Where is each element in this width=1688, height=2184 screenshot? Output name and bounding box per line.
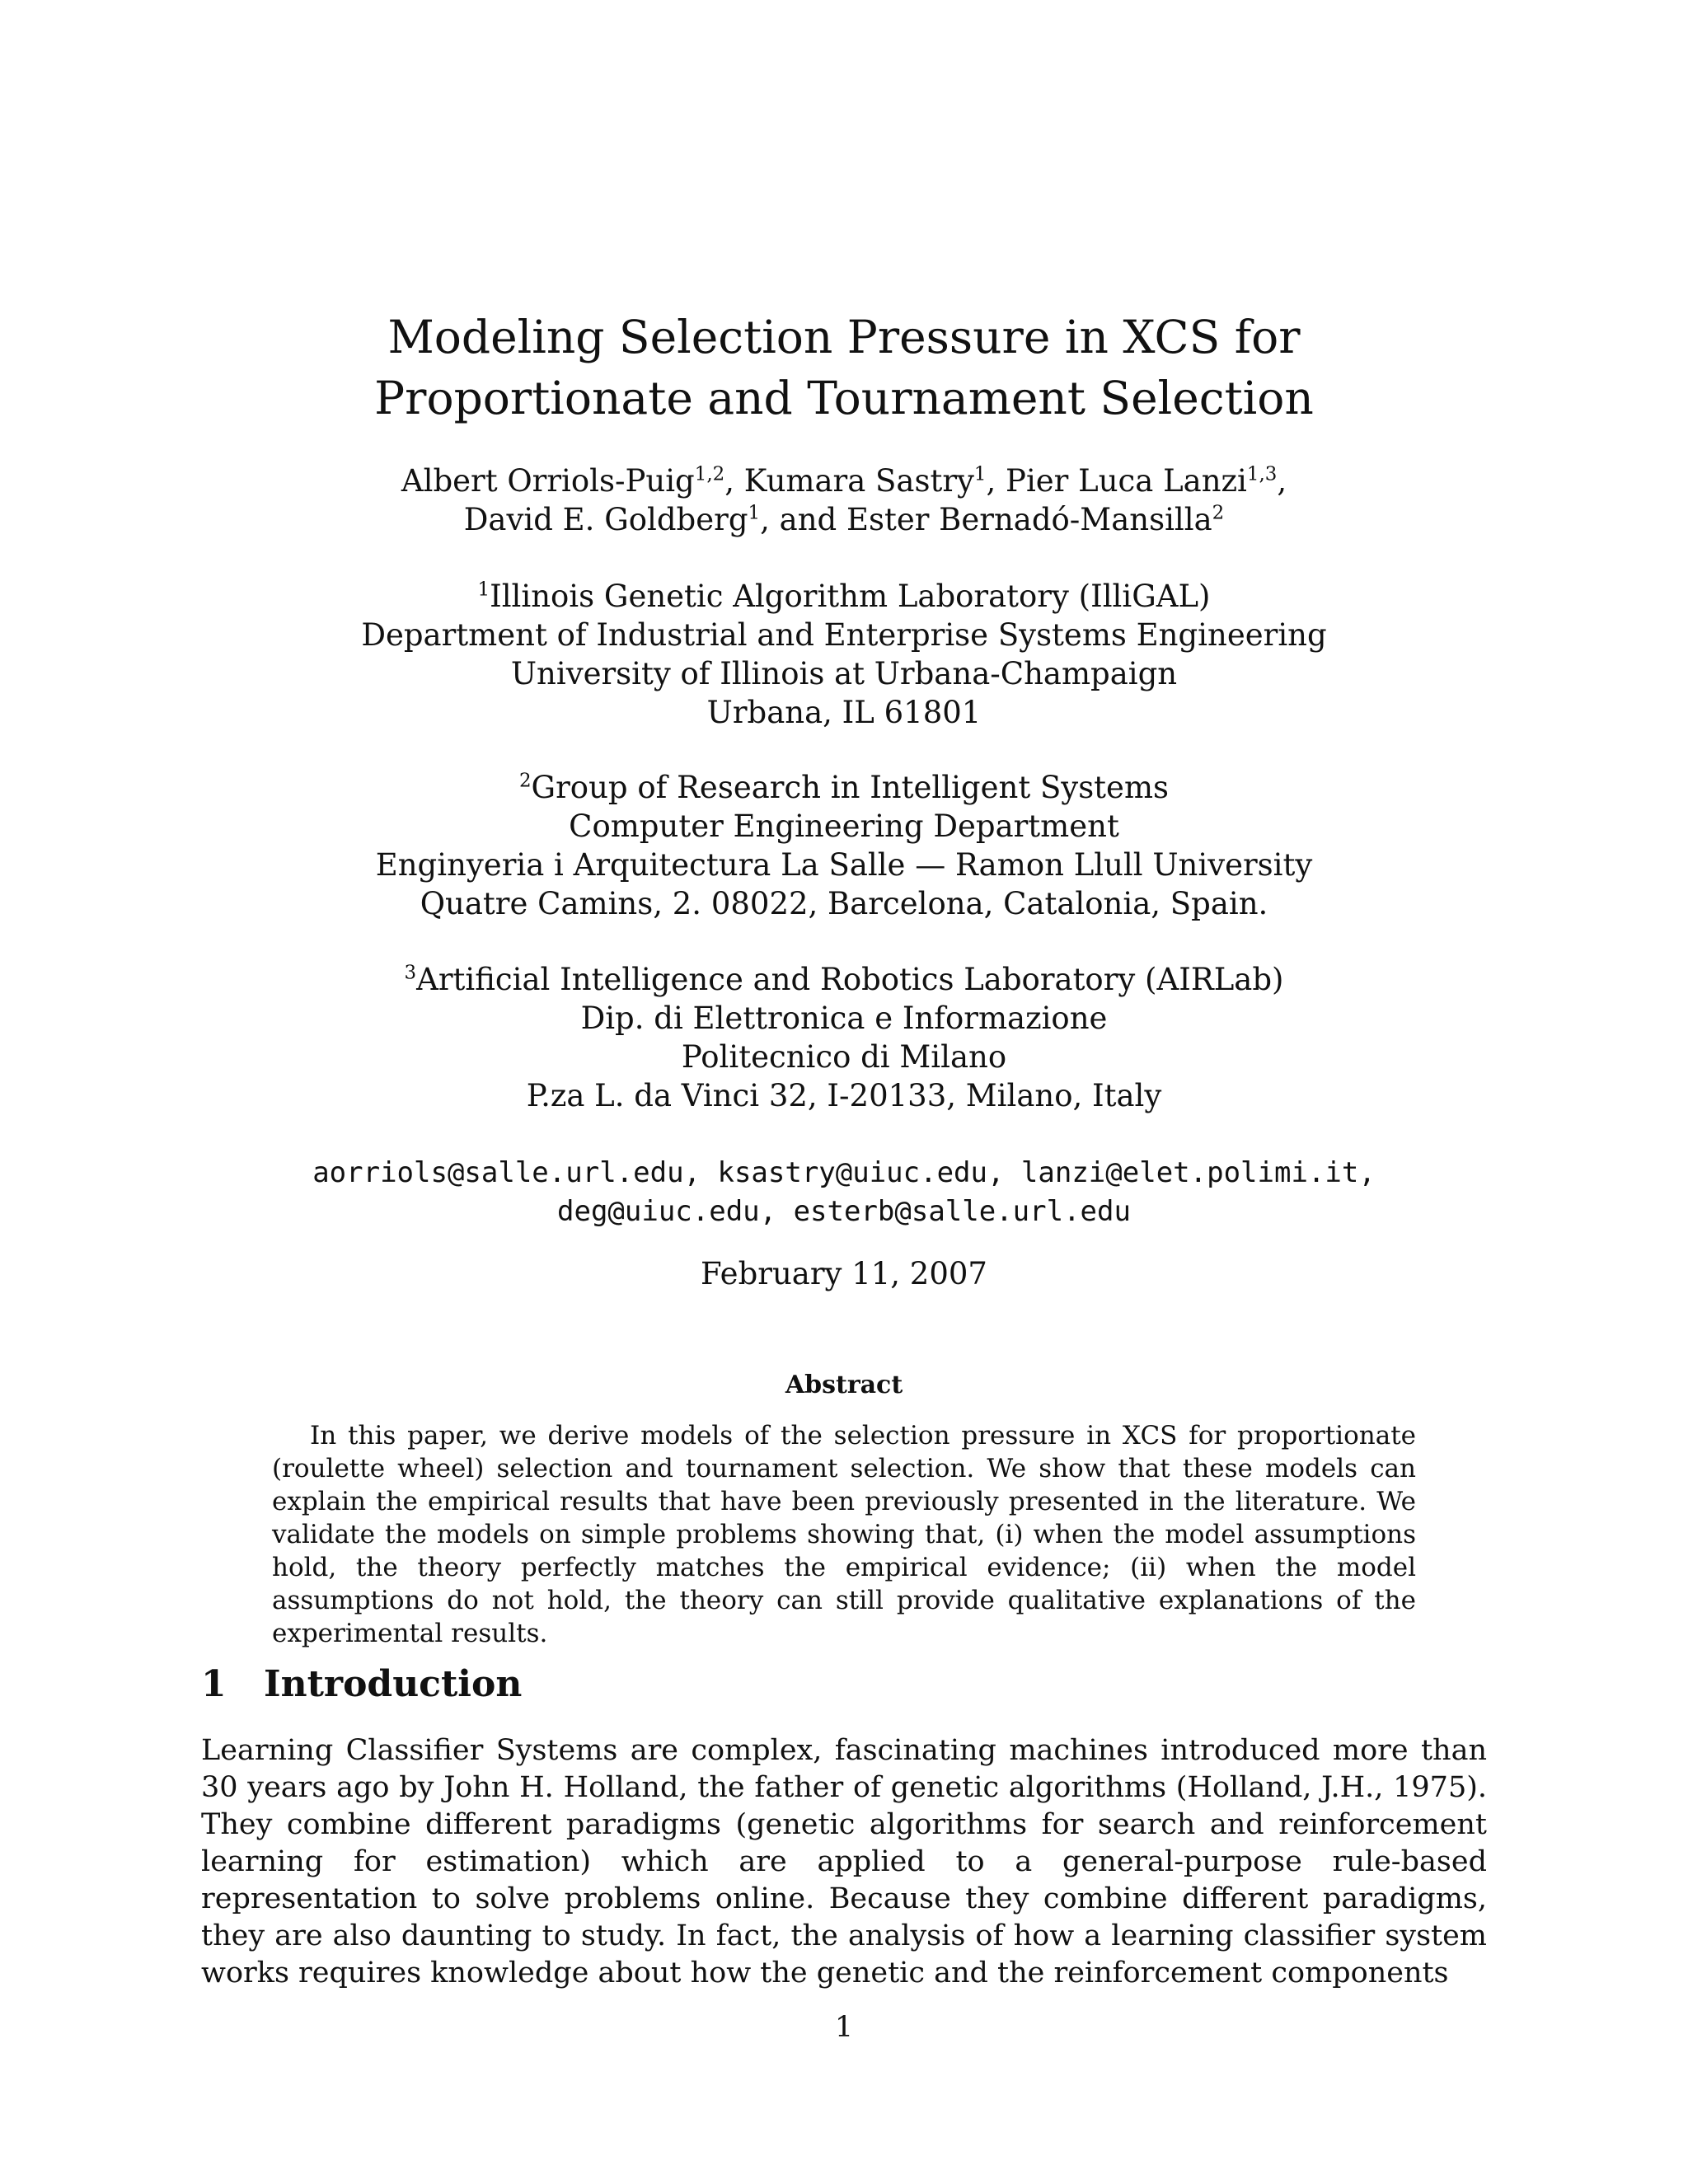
section-number: 1	[201, 1663, 227, 1705]
author-affil-mark: 1	[973, 463, 987, 485]
author-separator: ,	[1277, 463, 1287, 499]
page-number: 1	[834, 2011, 854, 2044]
paper-title	[0, 307, 1688, 429]
author-affil-mark: 1,3	[1246, 463, 1278, 485]
author-name: Ester Bernadó-Mansilla	[846, 502, 1212, 537]
author-affil-mark: 1	[748, 502, 761, 524]
affiliation-line: Enginyeria i Arquitectura La Salle — Ramon Llull University	[375, 847, 1313, 883]
author-affil-mark: 1,2	[694, 463, 725, 485]
author-line-1	[0, 462, 1688, 500]
affiliation-mark: 3	[404, 962, 417, 984]
author-list	[0, 462, 1688, 539]
author-separator: ,	[724, 463, 744, 499]
title-line-1: Modeling Selection Pressure in XCS for	[387, 311, 1301, 363]
affiliation-line: University of Illinois at Urbana-Champaign	[510, 656, 1178, 691]
affiliation-mark: 2	[518, 770, 532, 792]
paper-date: February 11, 2007	[701, 1256, 987, 1291]
author-affil-mark: 2	[1212, 502, 1225, 524]
affiliation-line: Urbana, IL 61801	[706, 695, 982, 730]
affiliation-line: Group of Research in Intelligent Systems	[531, 770, 1170, 805]
affiliation-line: Dip. di Elettronica e Informazione	[580, 1001, 1108, 1036]
author-line-2	[0, 500, 1688, 539]
author-separator: , and	[760, 502, 846, 537]
email-line-1: aorriols@salle.url.edu, ksastry@uiuc.edu, lanzi@elet.polimi.it,	[312, 1156, 1376, 1189]
section-title: Introduction	[264, 1663, 523, 1705]
abstract-body	[272, 1419, 1416, 1650]
affiliation-line: Department of Industrial and Enterprise Systems Engineering	[361, 617, 1327, 653]
affiliation-line: Computer Engineering Department	[569, 808, 1119, 844]
affiliation-3	[0, 960, 1688, 1115]
affiliation-line: Illinois Genetic Algorithm Laboratory (IlliGAL)	[490, 579, 1211, 614]
author-name: Albert Orriols-Puig	[401, 463, 695, 499]
section-heading	[201, 1663, 522, 1705]
affiliation-line: Quatre Camins, 2. 08022, Barcelona, Catalonia, Spain.	[420, 886, 1268, 921]
affiliation-1	[0, 577, 1688, 732]
email-line-2: deg@uiuc.edu, esterb@salle.url.edu	[557, 1195, 1131, 1228]
affiliation-mark: 1	[477, 579, 490, 601]
affiliation-line: Artificial Intelligence and Robotics Laboratory (AIRLab)	[416, 962, 1284, 997]
author-name: Pier Luca Lanzi	[1006, 463, 1247, 499]
email-list	[0, 1154, 1688, 1231]
author-separator: ,	[986, 463, 1006, 499]
author-name: Kumara Sastry	[743, 463, 974, 499]
author-name: David E. Goldberg	[463, 502, 748, 537]
introduction-paragraph: Learning Classifier Systems are complex, fascinating machines introduced more than 30 years ago by John H. Holland, the father of genetic algorithms (Holland, J.H., 1975). They combine different paradigms (genetic algorithms for search and reinforcement learning for estimation) which are applied to a general-purpose rule-based representation to solve problems online. Because they combine different paradigms, they are also daunting to study. In fact, the analysis of how a learning classifier system works requires knowledge about how the genetic and the reinforcement components	[201, 1734, 1487, 1990]
affiliation-line: P.za L. da Vinci 32, I-20133, Milano, Italy	[526, 1078, 1162, 1113]
abstract-heading: Abstract	[785, 1371, 903, 1399]
title-line-2: Proportionate and Tournament Selection	[374, 372, 1314, 424]
affiliation-line: Politecnico di Milano	[681, 1039, 1007, 1075]
affiliation-2	[0, 768, 1688, 923]
abstract-text: In this paper, we derive models of the selection pressure in XCS for proportionate (roulette wheel) selection and tournament selection. We show that these models can explain the empirical results that have been previously presented in the literature. We validate the models on simple problems showing that, (i) when the model assumptions hold, the theory perfectly matches the empirical evidence; (ii) when the model assumptions do not hold, the theory can still provide qualitative explanations of the experimental results.	[272, 1421, 1416, 1648]
